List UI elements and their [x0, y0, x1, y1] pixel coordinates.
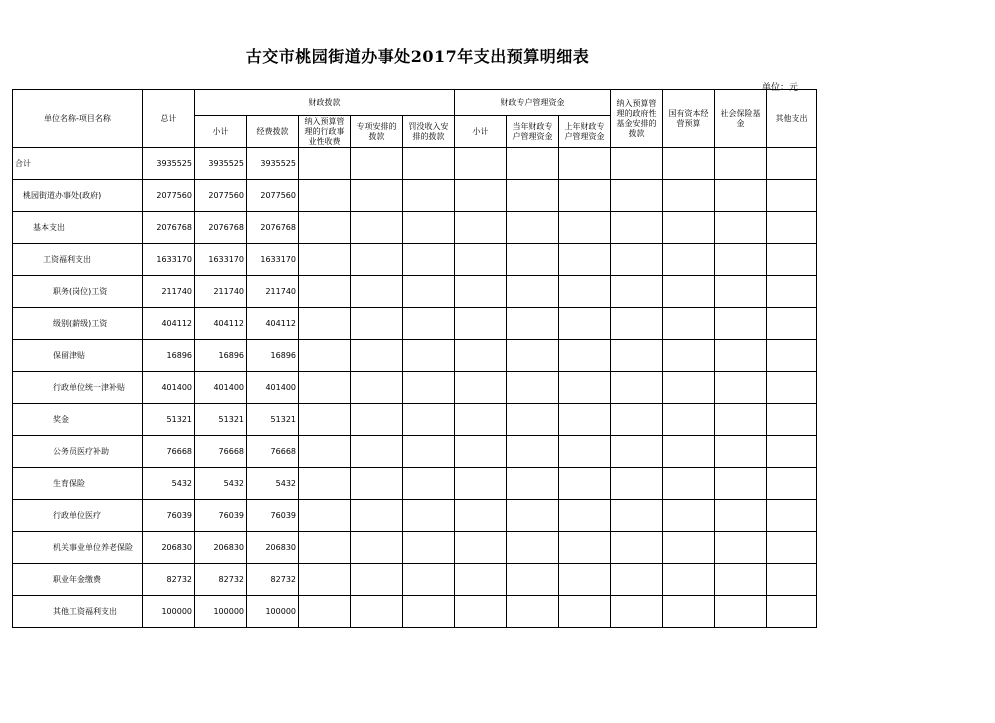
empty-cell: [767, 468, 817, 500]
empty-cell: [663, 276, 715, 308]
empty-cell: [559, 468, 611, 500]
row-fiscal-subtotal: 82732: [195, 564, 247, 596]
empty-cell: [351, 148, 403, 180]
empty-cell: [663, 340, 715, 372]
empty-cell: [403, 212, 455, 244]
table-row: [13, 596, 817, 628]
empty-cell: [455, 244, 507, 276]
empty-cell: [403, 596, 455, 628]
empty-cell: [299, 308, 351, 340]
empty-cell: [663, 596, 715, 628]
row-total: 76668: [143, 436, 195, 468]
row-total: 206830: [143, 532, 195, 564]
empty-cell: [559, 372, 611, 404]
empty-cell: [403, 564, 455, 596]
empty-cell: [299, 244, 351, 276]
row-fiscal-funds: 401400: [247, 372, 299, 404]
row-fiscal-subtotal: 76039: [195, 500, 247, 532]
table-row: [13, 500, 817, 532]
empty-cell: [559, 500, 611, 532]
row-fiscal-subtotal: 206830: [195, 532, 247, 564]
empty-cell: [715, 532, 767, 564]
empty-cell: [351, 276, 403, 308]
row-total: 2076768: [143, 212, 195, 244]
empty-cell: [767, 340, 817, 372]
empty-cell: [715, 148, 767, 180]
empty-cell: [611, 436, 663, 468]
header-fiscal-fees: 纳入预算管理的行政事业性收费: [299, 116, 351, 148]
table-row: [13, 308, 817, 340]
empty-cell: [455, 180, 507, 212]
header-other: 其他支出: [767, 90, 817, 148]
empty-cell: [351, 308, 403, 340]
header-special-prior: 上年财政专户管理资金: [559, 116, 611, 148]
header-fund: 纳入预算管理的政府性基金安排的拨款: [611, 90, 663, 148]
row-total: 76039: [143, 500, 195, 532]
header-fiscal-funds: 经费拨款: [247, 116, 299, 148]
page-title: 古交市桃园街道办事处2017年支出预算明细表: [245, 47, 590, 66]
row-fiscal-subtotal: 401400: [195, 372, 247, 404]
empty-cell: [611, 404, 663, 436]
row-fiscal-funds: 76039: [247, 500, 299, 532]
empty-cell: [351, 212, 403, 244]
header-fiscal: 财政拨款: [195, 90, 455, 116]
empty-cell: [715, 276, 767, 308]
empty-cell: [767, 244, 817, 276]
row-fiscal-subtotal: 404112: [195, 308, 247, 340]
empty-cell: [507, 532, 559, 564]
empty-cell: [507, 244, 559, 276]
row-fiscal-funds: 76668: [247, 436, 299, 468]
empty-cell: [455, 500, 507, 532]
row-name: 基本支出: [13, 212, 143, 244]
empty-cell: [507, 500, 559, 532]
empty-cell: [663, 436, 715, 468]
row-total: 3935525: [143, 148, 195, 180]
empty-cell: [455, 404, 507, 436]
empty-cell: [611, 596, 663, 628]
empty-cell: [715, 212, 767, 244]
row-name: 其他工资福利支出: [13, 596, 143, 628]
empty-cell: [403, 148, 455, 180]
empty-cell: [299, 436, 351, 468]
empty-cell: [715, 180, 767, 212]
header-special-subtotal: 小计: [455, 116, 507, 148]
empty-cell: [663, 148, 715, 180]
empty-cell: [455, 468, 507, 500]
empty-cell: [351, 468, 403, 500]
empty-cell: [403, 404, 455, 436]
row-name: 公务员医疗补助: [13, 436, 143, 468]
empty-cell: [767, 308, 817, 340]
row-name: 工资福利支出: [13, 244, 143, 276]
row-fiscal-subtotal: 16896: [195, 340, 247, 372]
empty-cell: [715, 500, 767, 532]
header-special: 财政专户管理资金: [455, 90, 611, 116]
empty-cell: [455, 436, 507, 468]
empty-cell: [663, 468, 715, 500]
empty-cell: [299, 180, 351, 212]
empty-cell: [715, 596, 767, 628]
row-fiscal-subtotal: 2076768: [195, 212, 247, 244]
row-total: 16896: [143, 340, 195, 372]
row-total: 5432: [143, 468, 195, 500]
empty-cell: [767, 148, 817, 180]
empty-cell: [507, 564, 559, 596]
empty-cell: [559, 532, 611, 564]
row-fiscal-subtotal: 3935525: [195, 148, 247, 180]
empty-cell: [403, 340, 455, 372]
table-row: [13, 404, 817, 436]
empty-cell: [351, 500, 403, 532]
empty-cell: [559, 308, 611, 340]
empty-cell: [715, 308, 767, 340]
unit-label: 单位：元: [762, 83, 799, 93]
row-name: 机关事业单位养老保险: [13, 532, 143, 564]
row-total: 82732: [143, 564, 195, 596]
empty-cell: [403, 436, 455, 468]
row-fiscal-funds: 206830: [247, 532, 299, 564]
empty-cell: [715, 404, 767, 436]
empty-cell: [507, 436, 559, 468]
empty-cell: [559, 404, 611, 436]
row-fiscal-funds: 5432: [247, 468, 299, 500]
header-fiscal-special: 专项安排的拨款: [351, 116, 403, 148]
empty-cell: [611, 468, 663, 500]
empty-cell: [299, 212, 351, 244]
empty-cell: [455, 212, 507, 244]
row-fiscal-funds: 82732: [247, 564, 299, 596]
empty-cell: [403, 276, 455, 308]
table-row: [13, 564, 817, 596]
row-fiscal-subtotal: 211740: [195, 276, 247, 308]
empty-cell: [351, 596, 403, 628]
empty-cell: [507, 212, 559, 244]
row-name: 级别(薪级)工资: [13, 308, 143, 340]
empty-cell: [767, 436, 817, 468]
empty-cell: [663, 180, 715, 212]
row-total: 404112: [143, 308, 195, 340]
empty-cell: [403, 308, 455, 340]
row-name: 合计: [13, 148, 143, 180]
row-fiscal-funds: 2077560: [247, 180, 299, 212]
row-total: 2077560: [143, 180, 195, 212]
empty-cell: [507, 340, 559, 372]
row-name: 奖金: [13, 404, 143, 436]
row-total: 401400: [143, 372, 195, 404]
row-fiscal-funds: 100000: [247, 596, 299, 628]
table-body: [13, 148, 817, 628]
empty-cell: [403, 500, 455, 532]
row-fiscal-funds: 2076768: [247, 212, 299, 244]
empty-cell: [455, 532, 507, 564]
empty-cell: [767, 180, 817, 212]
table-row: [13, 468, 817, 500]
empty-cell: [611, 180, 663, 212]
empty-cell: [715, 340, 767, 372]
row-fiscal-subtotal: 5432: [195, 468, 247, 500]
table-row: [13, 340, 817, 372]
empty-cell: [403, 372, 455, 404]
empty-cell: [507, 372, 559, 404]
header-total: 总计: [143, 90, 195, 148]
row-name: 生育保险: [13, 468, 143, 500]
row-name: 行政单位统一津补贴: [13, 372, 143, 404]
empty-cell: [299, 468, 351, 500]
row-name: 行政单位医疗: [13, 500, 143, 532]
empty-cell: [611, 340, 663, 372]
empty-cell: [663, 212, 715, 244]
row-total: 211740: [143, 276, 195, 308]
empty-cell: [663, 500, 715, 532]
empty-cell: [715, 564, 767, 596]
empty-cell: [299, 276, 351, 308]
empty-cell: [663, 564, 715, 596]
empty-cell: [507, 148, 559, 180]
empty-cell: [299, 148, 351, 180]
empty-cell: [663, 244, 715, 276]
empty-cell: [767, 596, 817, 628]
table-row: [13, 148, 817, 180]
header-special-current: 当年财政专户管理资金: [507, 116, 559, 148]
empty-cell: [611, 564, 663, 596]
row-fiscal-funds: 404112: [247, 308, 299, 340]
empty-cell: [663, 404, 715, 436]
header-fiscal-subtotal: 小计: [195, 116, 247, 148]
row-total: 1633170: [143, 244, 195, 276]
empty-cell: [559, 436, 611, 468]
empty-cell: [507, 276, 559, 308]
row-total: 100000: [143, 596, 195, 628]
empty-cell: [559, 340, 611, 372]
empty-cell: [611, 276, 663, 308]
row-fiscal-funds: 1633170: [247, 244, 299, 276]
table-row: [13, 180, 817, 212]
empty-cell: [455, 372, 507, 404]
empty-cell: [455, 564, 507, 596]
empty-cell: [507, 596, 559, 628]
header-state-capital: 国有资本经营预算: [663, 90, 715, 148]
row-total: 51321: [143, 404, 195, 436]
empty-cell: [663, 372, 715, 404]
empty-cell: [715, 468, 767, 500]
empty-cell: [455, 596, 507, 628]
empty-cell: [351, 244, 403, 276]
empty-cell: [611, 532, 663, 564]
row-name: 桃园街道办事处(政府): [13, 180, 143, 212]
empty-cell: [403, 180, 455, 212]
header-social-insurance: 社会保险基金: [715, 90, 767, 148]
empty-cell: [559, 180, 611, 212]
empty-cell: [507, 404, 559, 436]
row-fiscal-subtotal: 100000: [195, 596, 247, 628]
table-row: [13, 436, 817, 468]
empty-cell: [455, 148, 507, 180]
empty-cell: [611, 308, 663, 340]
empty-cell: [559, 148, 611, 180]
row-fiscal-funds: 51321: [247, 404, 299, 436]
row-fiscal-subtotal: 76668: [195, 436, 247, 468]
empty-cell: [299, 340, 351, 372]
empty-cell: [507, 308, 559, 340]
empty-cell: [507, 468, 559, 500]
row-fiscal-subtotal: 1633170: [195, 244, 247, 276]
empty-cell: [351, 532, 403, 564]
empty-cell: [507, 180, 559, 212]
empty-cell: [351, 404, 403, 436]
empty-cell: [351, 340, 403, 372]
empty-cell: [559, 596, 611, 628]
empty-cell: [559, 276, 611, 308]
header-fiscal-fines: 罚没收入安排的拨款: [403, 116, 455, 148]
empty-cell: [455, 340, 507, 372]
empty-cell: [611, 244, 663, 276]
empty-cell: [767, 372, 817, 404]
empty-cell: [559, 244, 611, 276]
table-row: [13, 276, 817, 308]
empty-cell: [403, 244, 455, 276]
budget-table: [12, 89, 817, 628]
empty-cell: [767, 500, 817, 532]
row-name: 职业年金缴费: [13, 564, 143, 596]
empty-cell: [715, 244, 767, 276]
empty-cell: [351, 436, 403, 468]
empty-cell: [299, 564, 351, 596]
table-row: [13, 212, 817, 244]
empty-cell: [663, 308, 715, 340]
empty-cell: [299, 500, 351, 532]
row-fiscal-subtotal: 2077560: [195, 180, 247, 212]
empty-cell: [559, 212, 611, 244]
empty-cell: [559, 564, 611, 596]
empty-cell: [299, 532, 351, 564]
row-fiscal-funds: 3935525: [247, 148, 299, 180]
empty-cell: [611, 212, 663, 244]
empty-cell: [351, 372, 403, 404]
empty-cell: [767, 532, 817, 564]
empty-cell: [767, 404, 817, 436]
row-name: 职务(岗位)工资: [13, 276, 143, 308]
empty-cell: [299, 372, 351, 404]
table-row: [13, 244, 817, 276]
empty-cell: [611, 372, 663, 404]
empty-cell: [351, 564, 403, 596]
empty-cell: [299, 404, 351, 436]
table-row: [13, 532, 817, 564]
empty-cell: [715, 436, 767, 468]
empty-cell: [403, 468, 455, 500]
table-row: [13, 372, 817, 404]
empty-cell: [403, 532, 455, 564]
empty-cell: [299, 596, 351, 628]
empty-cell: [663, 532, 715, 564]
empty-cell: [455, 308, 507, 340]
row-fiscal-funds: 16896: [247, 340, 299, 372]
row-name: 保留津贴: [13, 340, 143, 372]
empty-cell: [715, 372, 767, 404]
empty-cell: [351, 180, 403, 212]
row-fiscal-subtotal: 51321: [195, 404, 247, 436]
empty-cell: [767, 212, 817, 244]
empty-cell: [611, 500, 663, 532]
header-name: 单位名称-项目名称: [13, 90, 143, 148]
empty-cell: [767, 564, 817, 596]
empty-cell: [611, 148, 663, 180]
row-fiscal-funds: 211740: [247, 276, 299, 308]
empty-cell: [767, 276, 817, 308]
empty-cell: [455, 276, 507, 308]
